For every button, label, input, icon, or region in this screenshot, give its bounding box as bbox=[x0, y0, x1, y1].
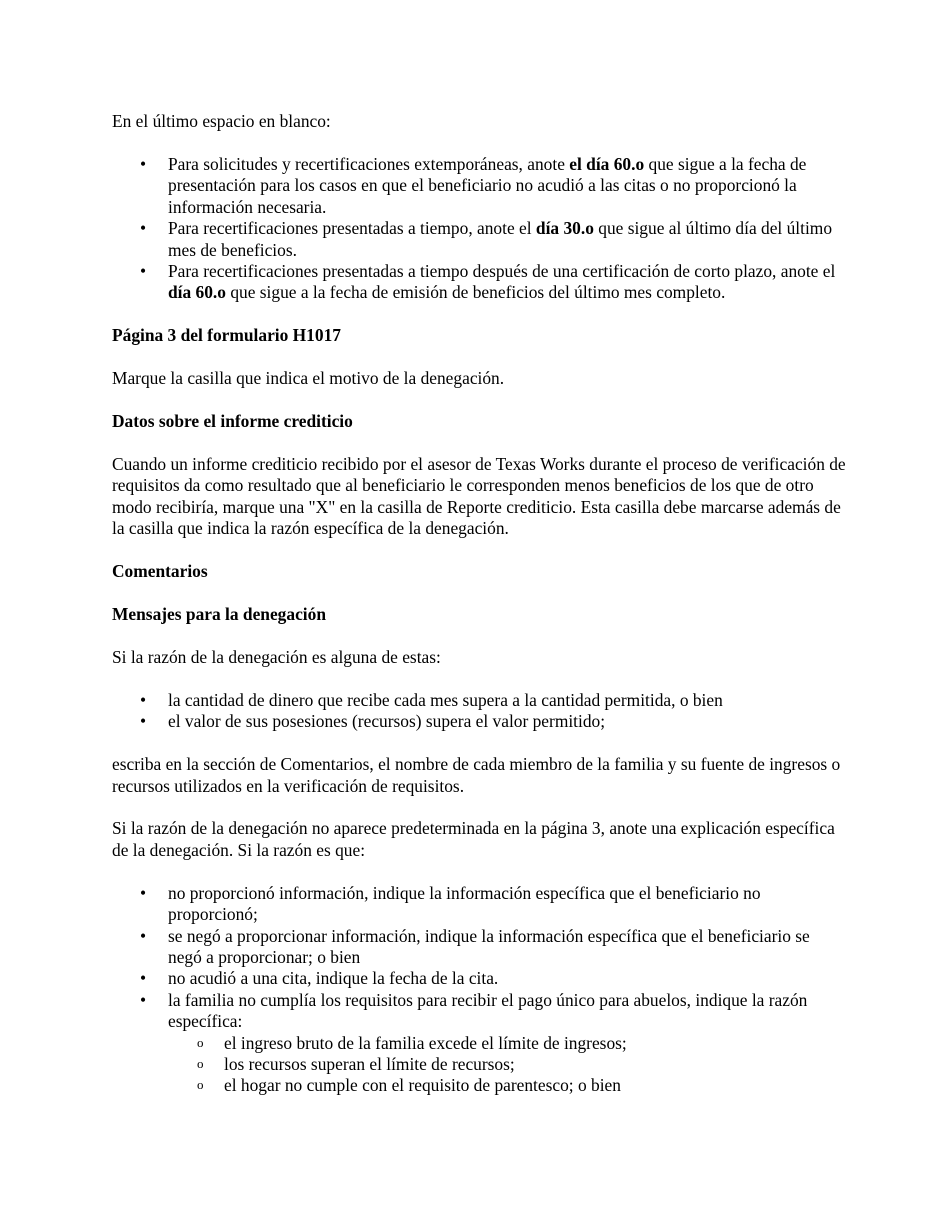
specific-reasons-list bbox=[112, 883, 847, 1097]
list-item: • no proporcionó información, indique la información específica que el beneficiario no proporcionó; bbox=[112, 883, 847, 926]
denial-reason-intro: Si la razón de la denegación es alguna de estas: bbox=[112, 646, 441, 667]
intro-text: En el último espacio en blanco: bbox=[112, 111, 331, 131]
list-item: • Para recertificaciones presentadas a tiempo, anote el día 30.o que sigue al último día del último mes de beneficios. bbox=[112, 218, 847, 261]
section-heading-denial-messages: Mensajes para la denegación bbox=[112, 604, 326, 624]
mark-box-text: Marque la casilla que indica el motivo de la denegación. bbox=[112, 368, 505, 389]
list-item: • la familia no cumplía los requisitos para recibir el pago único para abuelos, indique la razón específica: o el ingreso bruto de la familia excede el límite de ingresos; o los recursos superan el límite de recursos; o el hogar no cumple con el requisito de parentesco; o bien bbox=[112, 990, 847, 1097]
list-item: • no acudió a una cita, indique la fecha de la cita. bbox=[112, 968, 847, 989]
document-page bbox=[112, 111, 847, 1118]
grandparent-payment-reasons-sublist bbox=[168, 1033, 847, 1097]
section-heading-page3: Página 3 del formulario H1017 bbox=[112, 325, 341, 346]
sub-list-item: o el ingreso bruto de la familia excede el límite de ingresos; bbox=[168, 1033, 847, 1054]
list-item: • la cantidad de dinero que recibe cada mes supera a la cantidad permitida, o bien bbox=[112, 690, 847, 711]
comments-instruction-text: escriba en la sección de Comentarios, el nombre de cada miembro de la familia y su fuente de ingresos o recursos utilizados en la verificación de requisitos. bbox=[112, 754, 841, 796]
blank-space-instructions-list bbox=[112, 154, 847, 304]
list-item: • el valor de sus posesiones (recursos) supera el valor permitido; bbox=[112, 711, 847, 732]
credit-report-text: Cuando un informe crediticio recibido por el asesor de Texas Works durante el proceso de verificación de requisitos da como resultado que al beneficiario le corresponden menos beneficios de los que de otro modo recibiría, marque una "X" en la casilla de Reporte crediticio. Esta casilla debe marcarse además de la casilla que indica la razón específica de la denegación. bbox=[112, 453, 846, 539]
list-item: • se negó a proporcionar información, indique la información específica que el beneficiario se negó a proporcionar; o bien bbox=[112, 926, 847, 969]
list-item: • Para solicitudes y recertificaciones extemporáneas, anote el día 60.o que sigue a la fecha de presentación para los casos en que el beneficiario no acudió a las citas o no proporcionó la información necesaria. bbox=[112, 154, 847, 218]
section-heading-comments: Comentarios bbox=[112, 561, 208, 582]
denial-reasons-list bbox=[112, 690, 847, 733]
list-item: • Para recertificaciones presentadas a tiempo después de una certificación de corto plazo, anote el día 60.o que sigue a la fecha de emisión de beneficios del último mes completo. bbox=[112, 261, 847, 304]
not-predetermined-text: Si la razón de la denegación no aparece predeterminada en la página 3, anote una explicación específica de la denegación. Si la razón es que: bbox=[112, 818, 835, 860]
sub-list-item: o el hogar no cumple con el requisito de parentesco; o bien bbox=[168, 1075, 847, 1096]
section-heading-credit-report: Datos sobre el informe crediticio bbox=[112, 411, 353, 432]
sub-list-item: o los recursos superan el límite de recursos; bbox=[168, 1054, 847, 1075]
